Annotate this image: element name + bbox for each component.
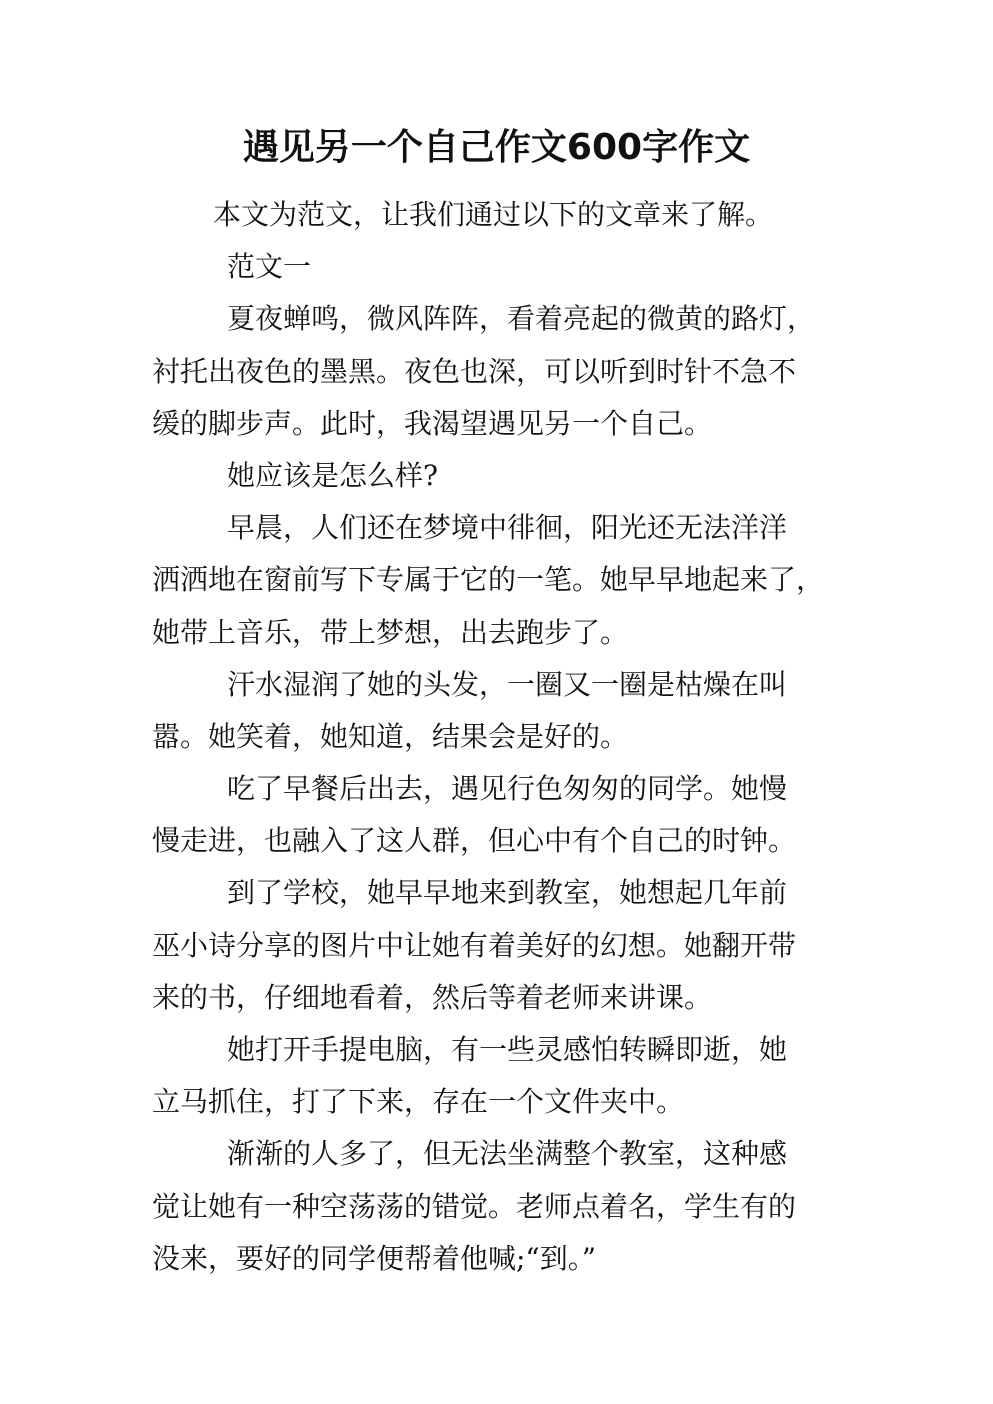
text-line: 衬托出夜色的墨黑。夜色也深，可以听到时针不急不 xyxy=(152,354,797,388)
paragraph xyxy=(152,763,872,867)
text-line: 范文一 xyxy=(227,250,312,284)
paragraph xyxy=(152,293,872,450)
text-line: 慢走进，也融入了这人群，但心中有个自己的时钟。 xyxy=(152,824,797,858)
text-line: 渐渐的人多了，但无法坐满整个教室，这种感 xyxy=(227,1137,788,1171)
text-line: 吃了早餐后出去，遇见行色匆匆的同学。她慢 xyxy=(227,772,788,806)
document-title: 遇见另一个自己作文600字作文 xyxy=(242,127,751,168)
text-line: 缓的脚步声。此时，我渴望遇见另一个自己。 xyxy=(152,406,713,440)
text-line: 巫小诗分享的图片中让她有着美好的幻想。她翻开带 xyxy=(152,928,797,962)
text-line: 洒洒地在窗前写下专属于它的一笔。她早早地起来了， xyxy=(152,563,825,597)
paragraph xyxy=(152,659,872,763)
text-line: 来的书，仔细地看着，然后等着老师来讲课。 xyxy=(152,980,713,1014)
text-line: 立马抓住，打了下来，存在一个文件夹中。 xyxy=(152,1085,685,1119)
text-line: 她带上音乐，带上梦想，出去跑步了。 xyxy=(152,615,629,649)
text-line: 她打开手提电脑，有一些灵感怕转瞬即逝，她 xyxy=(227,1033,788,1066)
text-line: 早晨，人们还在梦境中徘徊，阳光还无法洋洋 xyxy=(227,511,788,545)
paragraph xyxy=(152,1128,872,1285)
paragraph xyxy=(152,450,872,502)
text-line: 嚣。她笑着，她知道，结果会是好的。 xyxy=(152,719,629,753)
text-line: 汗水湿润了她的头发，一圈又一圈是枯燥在叫 xyxy=(227,667,788,701)
text-line: 没来，要好的同学便帮着他喊;“到。” xyxy=(152,1241,597,1275)
text-line: 她应该是怎么样? xyxy=(227,458,439,492)
text-line: 本文为范文，让我们通过以下的文章来了解。 xyxy=(213,198,774,231)
paragraph xyxy=(152,867,872,1024)
text-line: 到了学校，她早早地来到教室，她想起几年前 xyxy=(227,876,788,910)
paragraph xyxy=(152,241,872,293)
text-line: 夏夜蝉鸣，微风阵阵，看着亮起的微黄的路灯， xyxy=(227,302,816,336)
paragraph xyxy=(152,189,872,241)
document-body xyxy=(152,189,872,1285)
paragraph xyxy=(152,1024,872,1128)
text-line: 觉让她有一种空荡荡的错觉。老师点着名，学生有的 xyxy=(152,1189,797,1223)
paragraph xyxy=(152,502,872,659)
